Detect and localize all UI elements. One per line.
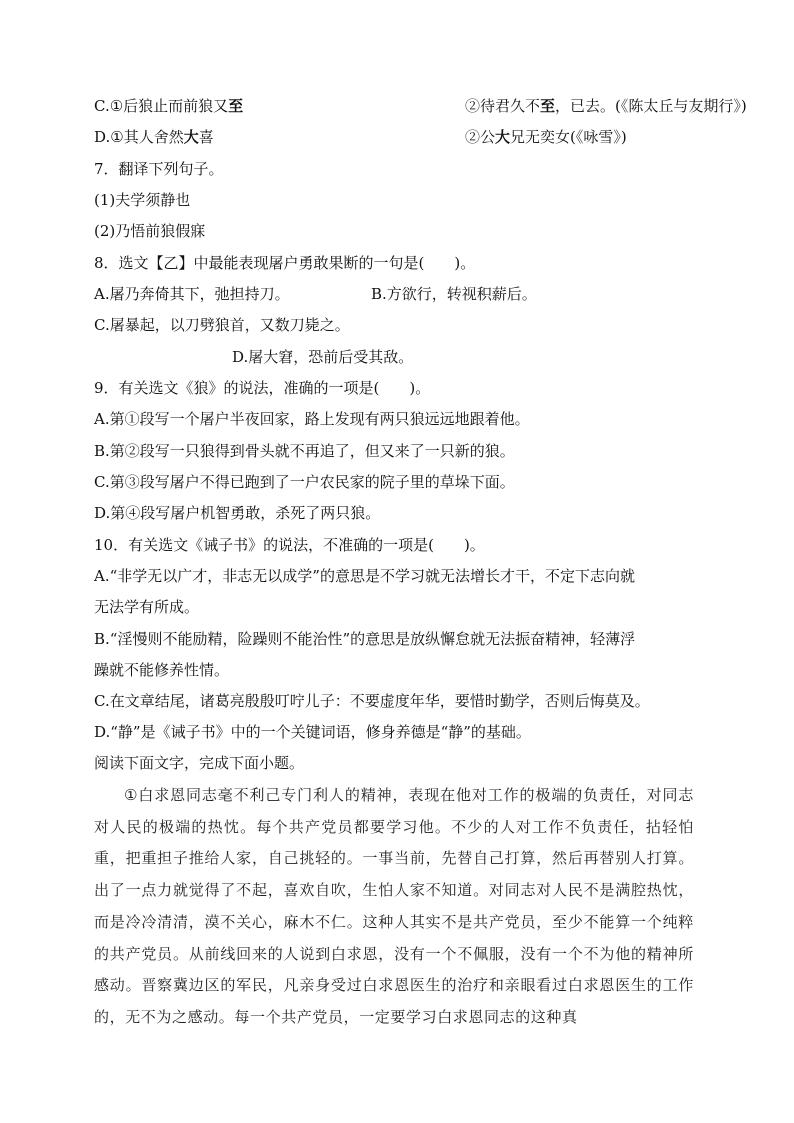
question-9: 9．有关选文《狼》的说法，准确的一项是( )。 bbox=[94, 379, 431, 397]
option-c-left-bold: 至 bbox=[228, 97, 244, 115]
option-d-left-tail: 喜 bbox=[198, 128, 214, 146]
option-c-left-text: C.①后狼止而前狼又 bbox=[94, 97, 229, 115]
question-9-option-a: A.第①段写一个屠户半夜回家，路上发现有两只狼远远地跟着他。 bbox=[94, 410, 530, 428]
question-10-option-c: C.在文章结尾，诸葛亮殷殷叮咛儿子：不要虚度年华，要惜时勤学，否则后悔莫及。 bbox=[94, 692, 650, 710]
option-c-right-text: ②待君久不 bbox=[465, 97, 541, 115]
question-10-option-a-line1: A.“非学无以广才，非志无以成学”的意思是不学习就无法增长才干，不定下志向就 bbox=[94, 567, 635, 585]
reading-instruction: 阅读下面文字，完成下面小题。 bbox=[94, 754, 305, 772]
question-8-option-d: D.屠大窘，恐前后受其敌。 bbox=[232, 348, 414, 366]
question-10-option-b-line1: B.“淫慢则不能励精，险躁则不能治性”的意思是放纵懈怠就无法振奋精神，轻薄浮 bbox=[94, 630, 636, 648]
question-7: 7．翻译下列句子。 bbox=[94, 160, 224, 178]
question-9-option-c: C.第③段写屠户不得已跑到了一户农民家的院子里的草垛下面。 bbox=[94, 473, 515, 491]
question-10: 10．有关选文《诫子书》的说法，不准确的一项是( )。 bbox=[94, 536, 485, 554]
question-10-option-a-line2: 无法学有所成。 bbox=[94, 598, 200, 616]
q6-option-d bbox=[94, 126, 627, 148]
question-10-option-d: D.“静”是《诫子书》中的一个关键词语，修身养德是“静”的基础。 bbox=[94, 723, 531, 741]
question-8: 8．选文【乙】中最能表现屠户勇敢果断的一句是( )。 bbox=[94, 254, 476, 272]
option-c-right-bold: 至 bbox=[540, 97, 556, 115]
question-7-item-2: (2)乃悟前狼假寐 bbox=[94, 222, 206, 240]
question-8-option-a: A.屠乃奔倚其下，弛担持刀。 bbox=[94, 285, 290, 303]
q6-option-c bbox=[94, 95, 747, 117]
question-10-option-b-line2: 躁就不能修养性情。 bbox=[94, 661, 230, 679]
question-7-item-1: (1)夫学须静也 bbox=[94, 191, 191, 209]
option-d-left-text: D.①其人舍然 bbox=[94, 128, 184, 146]
option-c-right-tail: ，已去。(《陈太丘与友期行》) bbox=[555, 97, 747, 115]
option-d-right-tail: 兄无奕女(《咏雪》) bbox=[510, 128, 627, 146]
reading-passage: ①白求恩同志毫不利己专门利人的精神，表现在他对工作的极端的负责任，对同志对人民的极端的热忱。每个共产党员都要学习他。不少的人对工作不负责任，拈轻怕重，把重担子推给人家，自己挑轻的。一事当前，先替自己打算，然后再替别人打算。出了一点力就觉得了不起，喜欢自吹，生怕人家不知道。对同志对人民不是满腔热忱，而是冷冷清清，漠不关心，麻木不仁。这种人其实不是共产党员，至少不能算一个纯粹的共产党员。从前线回来的人说到白求恩，没有一个不佩服，没有一个不为他的精神所感动。晋察冀边区的军民，凡亲身受过白求恩医生的治疗和亲眼看过白求恩医生的工作的，无不为之感动。每一个共产党员，一定要学习白求恩同志的这种真 bbox=[94, 786, 694, 1026]
option-d-right-text: ②公 bbox=[465, 128, 496, 146]
option-d-right-bold: 大 bbox=[495, 128, 511, 146]
question-9-option-d: D.第④段写屠户机智勇敢，杀死了两只狼。 bbox=[94, 504, 381, 522]
question-8-option-b: B.方欲行，转视积薪后。 bbox=[371, 285, 537, 303]
option-d-left-bold: 大 bbox=[183, 128, 199, 146]
question-8-option-c: C.屠暴起，以刀劈狼首，又数刀毙之。 bbox=[94, 316, 350, 334]
question-9-option-b: B.第②段写一只狼得到骨头就不再追了，但又来了一只新的狼。 bbox=[94, 442, 515, 460]
question-8-options-ab bbox=[94, 283, 537, 305]
